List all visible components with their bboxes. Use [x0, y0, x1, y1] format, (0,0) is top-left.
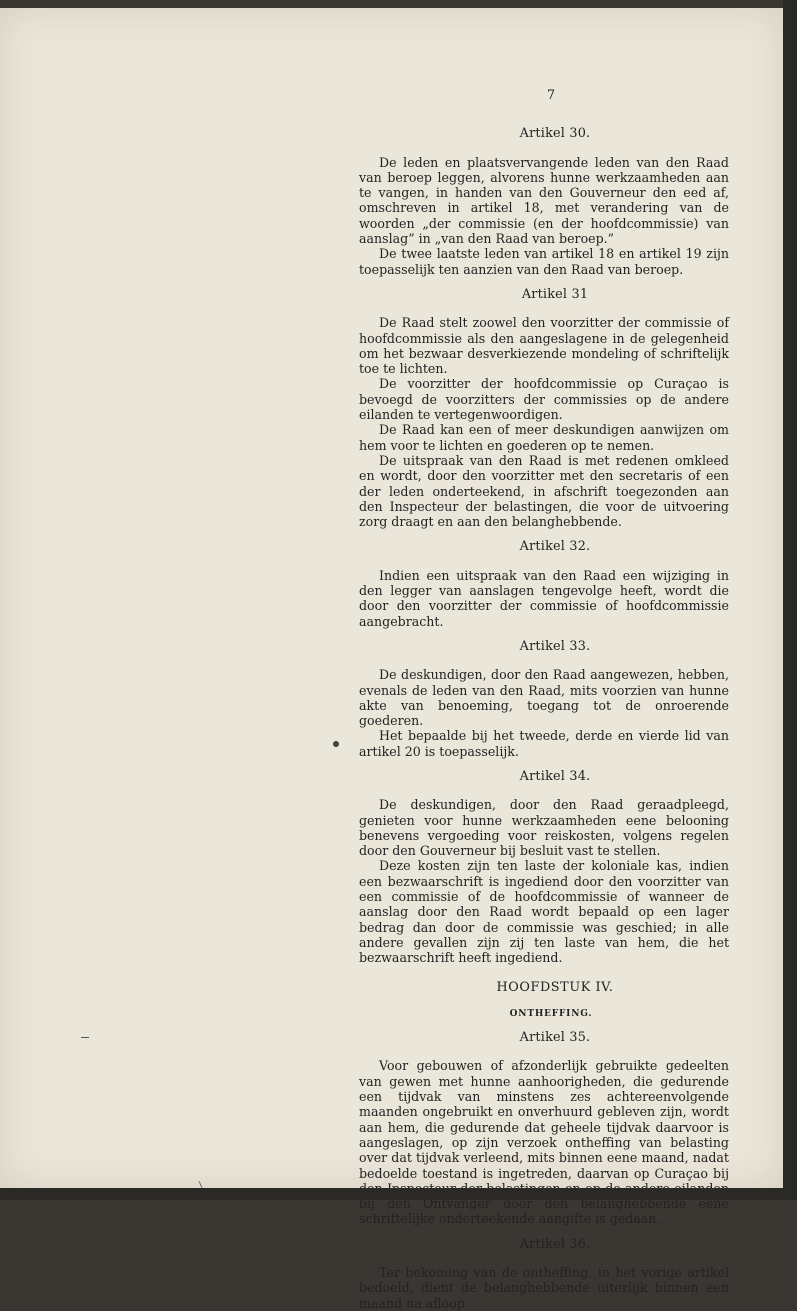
chapter-header: [359, 980, 729, 1023]
section-heading: Artikel 34.: [381, 769, 729, 784]
paragraph: Ter bekoming van de ontheffing, in het vorige artikel bedoeld, dient de belanghebbende uiterlijk binnen een: [359, 1265, 729, 1311]
section-heading: Artikel 35.: [381, 1030, 729, 1045]
page-number: 7: [373, 88, 729, 103]
paragraph: De uitspraak van den Raad is met redenen omkleed en wordt, door den voorzitter met den secretaris of een der leden onderteekend, in afschrift toegezonden aan den Inspecteur der belastingen, die voor de uitvoering zorg draagt en aan den belanghebbende.: [359, 453, 729, 529]
section-heading: Artikel 33.: [381, 639, 729, 654]
paragraph: Het bepaalde bij het tweede, derde en vierde lid van artikel 20 is toepasselijk.: [359, 728, 729, 759]
paragraph: De twee laatste leden van artikel 18 en artikel 19 zijn toepasselijk ten aanzien van den Raad van beroep.: [359, 246, 729, 277]
section-heading: Artikel 36.: [381, 1237, 729, 1252]
section-artikel-32: [359, 539, 729, 628]
ink-spot: [333, 741, 339, 747]
scan-border-bottom: [0, 1188, 797, 1200]
scanned-page: [0, 8, 783, 1188]
section-artikel-34: [359, 769, 729, 966]
margin-tick: [199, 1181, 203, 1188]
chapter-subtitle: ONTHEFFING.: [373, 1007, 729, 1022]
paragraph: De voorzitter der hoofdcommissie op Curaçao is bevoegd de voorzitters der commissies op de andere eilanden te vertegenwoordigen.: [359, 376, 729, 422]
section-heading: Artikel 32.: [381, 539, 729, 554]
section-artikel-30: [359, 126, 729, 277]
scan-border-right: [783, 0, 797, 1200]
paragraph: De deskundigen, door den Raad geraadpleegd, genieten voor hunne werkzaamheden eene belooning benevens vergoeding voor reiskosten, volgens regelen door den Gouverneur bij besluit vast te stellen.: [359, 797, 729, 858]
section-heading: Artikel 30.: [381, 126, 729, 141]
section-artikel-31: [359, 287, 729, 529]
section-heading: Artikel 31: [381, 287, 729, 302]
paragraph: De Raad kan een of meer deskundigen aanwijzen om hem voor te lichten en goederen op te nemen.: [359, 422, 729, 453]
paragraph: Indien een uitspraak van den Raad een wijziging in den legger van aanslagen tengevolge heeft, wordt die door den voorzitter der commissie of hoofdcommissie aangebracht.: [359, 568, 729, 629]
paragraph: De Raad stelt zoowel den voorzitter der commissie of hoofdcommissie als den aangeslagene in de gelegenheid om het bezwaar desverkiezende mondeling of schriftelijk toe te lichten.: [359, 315, 729, 376]
paragraph: Voor gebouwen of afzonderlijk gebruikte gedeelten van gewen met hunne aanhoorigheden, die gedurende een tijdvak van minstens zes achtereenvolgende maanden ongebruikt en onverhuurd gebleven zijn, wordt aan hem, die gedurende dat geheele tijdvak daarvoor is aangeslagen, op zijn verzoek ontheffing van belasting over dat tijdvak verleend, mits binnen eene maand, nadat bedoelde toestand is ingetreden, daarvan op Curaçao bij den Inspecteur der belastingen en op de andere eilanden bij den Ontvanger door den belanghebbende eene schriftelijke onderteekende aangifte is gedaan.: [359, 1058, 729, 1226]
page-content: [359, 88, 729, 1311]
paragraph: Deze kosten zijn ten laste der koloniale kas, indien een bezwaarschrift is ingediend door den voorzitter van een commissie of de hoofdcommissie of wanneer de aanslag door den Raad wordt bepaald op een lager bedrag dan door de commissie was geschied; in alle andere gevallen zijn zij ten laste van hem, die het bezwaarschrift heeft ingediend.: [359, 858, 729, 965]
section-artikel-36: [359, 1237, 729, 1311]
margin-mark: [81, 1037, 89, 1038]
chapter-title: HOOFDSTUK IV.: [381, 980, 729, 995]
paragraph: De leden en plaatsvervangende leden van den Raad van beroep leggen, alvorens hunne werkzaamheden aan te vangen, in handen van den Gouverneur den eed af, omschreven in artikel 18, met verandering van de woorden „der commissie (en der hoofdcommissie) van aanslag” in „van den Raad van beroep.”: [359, 155, 729, 247]
section-artikel-33: [359, 639, 729, 759]
paragraph: De deskundigen, door den Raad aangewezen, hebben, evenals de leden van den Raad, mits voorzien van hunne akte van benoeming, toegang tot de onroerende goederen.: [359, 667, 729, 728]
